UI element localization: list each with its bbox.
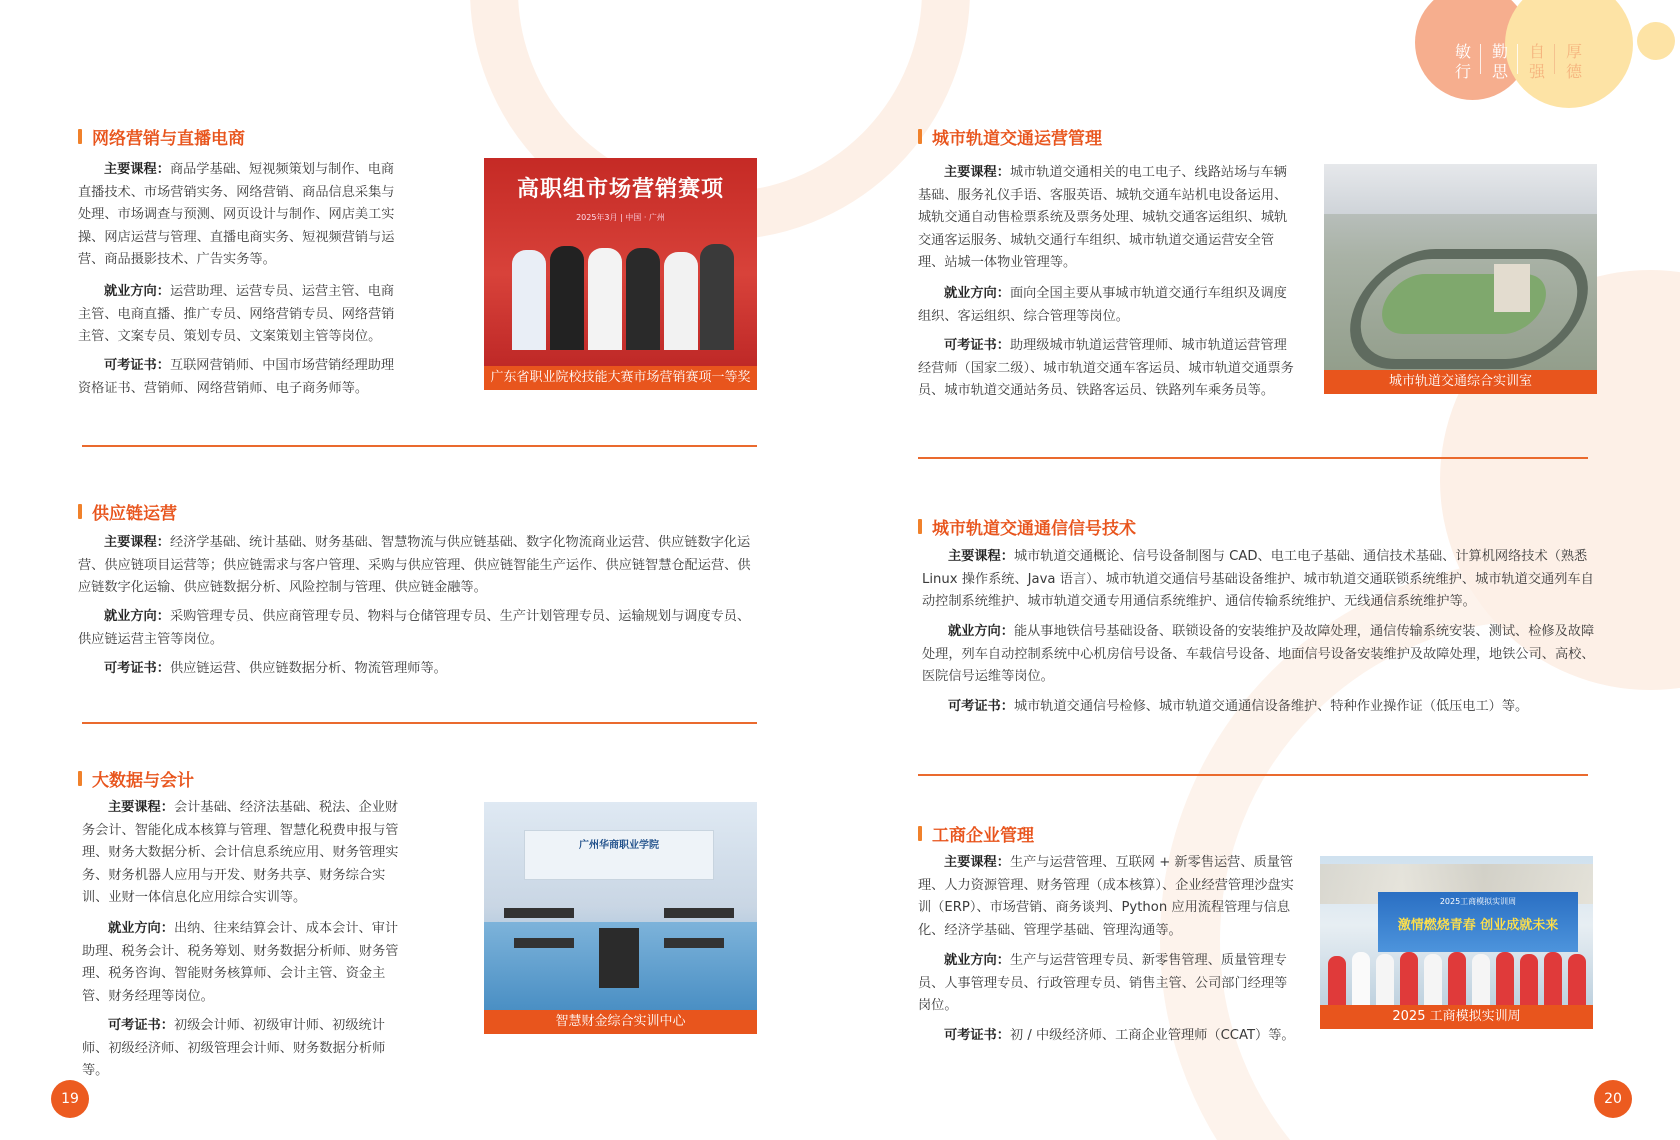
section-divider bbox=[82, 722, 757, 724]
section-divider bbox=[918, 457, 1588, 459]
jobs-text: 面向全国主要从事城市轨道交通行车组织及调度组织、客运组织、综合管理等岗位。 bbox=[918, 286, 1287, 324]
photo-caption: 广东省职业院校技能大赛市场营销赛项一等奖 bbox=[484, 366, 757, 390]
certs-paragraph bbox=[78, 355, 403, 400]
section-title-rail-signal bbox=[918, 514, 1136, 539]
courses-paragraph bbox=[918, 162, 1296, 275]
motto-text-1: 敏行 bbox=[1454, 42, 1471, 81]
title-marker bbox=[918, 129, 922, 144]
courses-text: 商品学基础、短视频策划与制作、电商直播技术、市场营销实务、网络营销、商品信息采集与处理、市场调查与预测、网页设计与制作、网店美工实操、网店运营与管理、直播电商实务、短视频营销与运营、商品摄影技术、广告实务等。 bbox=[78, 162, 395, 267]
jobs-label: 就业方向： bbox=[104, 609, 170, 624]
section-title-text: 网络营销与直播电商 bbox=[92, 129, 245, 149]
courses-paragraph bbox=[82, 797, 407, 910]
title-marker bbox=[78, 771, 82, 786]
photo-lab-desks bbox=[504, 898, 734, 988]
certs-paragraph bbox=[918, 335, 1296, 403]
certs-text: 初 / 中级经济师、工商企业管理师（CCAT）等。 bbox=[1009, 1028, 1295, 1043]
jobs-paragraph bbox=[918, 950, 1296, 1018]
certs-label: 可考证书： bbox=[944, 338, 1010, 353]
section-title-accounting bbox=[78, 766, 194, 791]
jobs-text: 运营助理、运营专员、运营主管、电商主管、电商直播、推广专员、网络营销专员、网络营销主管、文案专员、策划专员、文案策划主管等岗位。 bbox=[78, 284, 395, 344]
motto-text-4: 厚德 bbox=[1565, 42, 1582, 81]
photo-sub-text: 2025年3月 | 中国 · 广州 bbox=[576, 213, 665, 222]
photo-caption: 智慧财金综合实训中心 bbox=[484, 1010, 757, 1034]
section-title-text: 工商企业管理 bbox=[932, 826, 1034, 846]
section-title-text: 城市轨道交通运营管理 bbox=[932, 129, 1102, 149]
section-title-ecommerce bbox=[78, 124, 245, 149]
photo-rail-building bbox=[1494, 264, 1530, 312]
section-title-text: 供应链运营 bbox=[92, 504, 177, 524]
jobs-label: 就业方向： bbox=[944, 286, 1010, 301]
courses-paragraph bbox=[922, 546, 1598, 614]
certs-label: 可考证书： bbox=[104, 661, 170, 676]
courses-text: 城市轨道交通相关的电工电子、线路站场与车辆基础、服务礼仪手语、客服英语、城轨交通车站机电设备运用、城轨交通自动售检票系统及票务处理、城轨交通客运组织、城轨交通客运服务、城轨交通行车组织、城市轨道交通运营安全管理、站城一体物业管理等。 bbox=[918, 165, 1288, 270]
photo-banner-text: 激情燃烧青春 创业成就未来 bbox=[1397, 918, 1559, 933]
courses-text: 会计基础、经济法基础、税法、企业财务会计、智能化成本核算与管理、智慧化税费申报与管理、财务大数据分析、会计信息系统应用、财务管理实务、财务机器人应用与开发、财务共享、财务综合实训、业财一体信息化应用综合实训等。 bbox=[82, 800, 399, 905]
jobs-text: 出纳、往来结算会计、成本会计、审计助理、税务会计、税务筹划、财务数据分析师、财务管理、税务咨询、智能财务核算师、会计主管、资金主管、财务经理等岗位。 bbox=[82, 921, 399, 1004]
jobs-text: 生产与运营管理专员、新零售管理、质量管理专员、人事管理专员、行政管理专员、销售主管、公司部门经理等岗位。 bbox=[918, 953, 1288, 1013]
motto-separator bbox=[1480, 44, 1481, 74]
jobs-paragraph bbox=[82, 918, 407, 1008]
jobs-text: 采购管理专员、供应商管理专员、物料与仓储管理专员、生产计划管理专员、运输规划与调度专员、供应链运营主管等岗位。 bbox=[78, 609, 751, 647]
courses-label: 主要课程： bbox=[944, 855, 1010, 870]
photo-sign-text: 广州华商职业学院 bbox=[579, 840, 659, 851]
certs-label: 可考证书： bbox=[948, 699, 1014, 714]
photo-crowd bbox=[1328, 948, 1588, 1008]
photo-sub-text: 2025工商模拟实训周 bbox=[1439, 897, 1517, 906]
section-title-business-management bbox=[918, 821, 1034, 846]
motto-text-2: 勤思 bbox=[1491, 42, 1508, 81]
certs-text: 助理级城市轨道运营管理师、城市轨道运营管理经营师（国家二级）、城市轨道交通车客运员、城市轨道交通票务员、城市轨道交通站务员、铁路客运员、铁路列车乘务员等。 bbox=[918, 338, 1294, 398]
jobs-label: 就业方向： bbox=[104, 284, 170, 299]
certs-paragraph bbox=[78, 658, 762, 681]
section-title-rail-operations bbox=[918, 124, 1102, 149]
motto-badge bbox=[1415, 0, 1680, 120]
photo-finance-lab bbox=[484, 802, 757, 1034]
title-marker bbox=[78, 129, 82, 144]
motto-separator bbox=[1517, 44, 1518, 74]
courses-label: 主要课程： bbox=[108, 800, 174, 815]
certs-text: 城市轨道交通信号检修、城市轨道交通通信设备维护、特种作业操作证（低压电工）等。 bbox=[1013, 699, 1529, 714]
certs-label: 可考证书： bbox=[108, 1018, 174, 1033]
section-title-text: 城市轨道交通通信信号技术 bbox=[932, 519, 1136, 539]
title-marker bbox=[918, 826, 922, 841]
certs-label: 可考证书： bbox=[104, 358, 170, 373]
jobs-paragraph bbox=[918, 283, 1296, 328]
courses-paragraph bbox=[78, 532, 762, 600]
courses-text: 城市轨道交通概论、信号设备制图与 CAD、电工电子基础、通信技术基础、计算机网络技术（熟悉 Linux 操作系统、Java 语言）、城市轨道交通信号基础设备维护、城市轨道交通联锁系统维护、城市轨道交通列车自动控制系统维护、城市轨道交通专用通信系统维护、通信传输系统维护、无线通信系统维护等。 bbox=[922, 549, 1594, 609]
motto-separator bbox=[1554, 44, 1555, 74]
jobs-label: 就业方向： bbox=[944, 953, 1010, 968]
title-marker bbox=[918, 519, 922, 534]
certs-paragraph bbox=[918, 1025, 1296, 1048]
courses-text: 经济学基础、统计基础、财务基础、智慧物流与供应链基础、数字化物流商业运营、供应链数字化运营、供应链项目运营等；供应链需求与客户管理、采购与供应管理、供应链智能生产运作、供应链智慧仓配运营、供应链数字化运输、供应链数据分析、风险控制与管理、供应链金融等。 bbox=[78, 535, 751, 595]
section-title-text: 大数据与会计 bbox=[92, 771, 194, 791]
photo-business-week bbox=[1320, 856, 1593, 1029]
jobs-label: 就业方向： bbox=[108, 921, 174, 936]
courses-label: 主要课程： bbox=[104, 162, 170, 177]
certs-paragraph bbox=[82, 1015, 407, 1083]
page-number-left: 19 bbox=[51, 1080, 89, 1118]
courses-paragraph bbox=[918, 852, 1296, 942]
courses-label: 主要课程： bbox=[948, 549, 1014, 564]
photo-people-group bbox=[506, 228, 736, 368]
photo-rail-lab bbox=[1324, 164, 1597, 394]
section-divider bbox=[918, 774, 1588, 776]
photo-caption: 城市轨道交通综合实训室 bbox=[1324, 370, 1597, 394]
photo-rail-ceiling bbox=[1324, 164, 1597, 214]
courses-paragraph bbox=[78, 159, 403, 272]
photo-banner-text: 高职组市场营销赛项 bbox=[516, 177, 724, 202]
section-title-supply-chain bbox=[78, 499, 177, 524]
title-marker bbox=[78, 504, 82, 519]
certs-paragraph bbox=[922, 696, 1598, 719]
motto-text-3: 自强 bbox=[1528, 42, 1545, 81]
courses-label: 主要课程： bbox=[104, 535, 170, 550]
certs-label: 可考证书： bbox=[944, 1028, 1010, 1043]
jobs-paragraph bbox=[78, 281, 403, 349]
jobs-label: 就业方向： bbox=[948, 624, 1014, 639]
photo-caption: 2025 工商模拟实训周 bbox=[1320, 1005, 1593, 1029]
photo-marketing-award bbox=[484, 158, 757, 390]
courses-text: 生产与运营管理、互联网 + 新零售运营、质量管理、人力资源管理、财务管理（成本核算）、企业经营管理沙盘实训（ERP）、市场营销、商务谈判、Python 应用流程管理与信息化、经济学基础、管理学基础、管理沟通等。 bbox=[918, 855, 1294, 938]
jobs-paragraph bbox=[78, 606, 762, 651]
jobs-text: 能从事地铁信号基础设备、联锁设备的安装维护及故障处理，通信传输系统安装、测试、检修及故障处理，列车自动控制系统中心机房信号设备、车载信号设备、地面信号设备安装维护及故障处理，地铁公司、高校、医院信号运维等岗位。 bbox=[922, 624, 1595, 684]
certs-text: 互联网营销师、中国市场营销经理助理资格证书、营销师、网络营销师、电子商务师等。 bbox=[78, 358, 395, 396]
section-divider bbox=[82, 445, 757, 447]
certs-text: 供应链运营、供应链数据分析、物流管理师等。 bbox=[169, 661, 447, 676]
jobs-paragraph bbox=[922, 621, 1598, 689]
motto-dot-yellow bbox=[1637, 22, 1675, 60]
certs-text: 初级会计师、初级审计师、初级统计师、初级经济师、初级管理会计师、财务数据分析师等。 bbox=[82, 1018, 386, 1078]
courses-label: 主要课程： bbox=[944, 165, 1010, 180]
page-number-right: 20 bbox=[1594, 1080, 1632, 1118]
